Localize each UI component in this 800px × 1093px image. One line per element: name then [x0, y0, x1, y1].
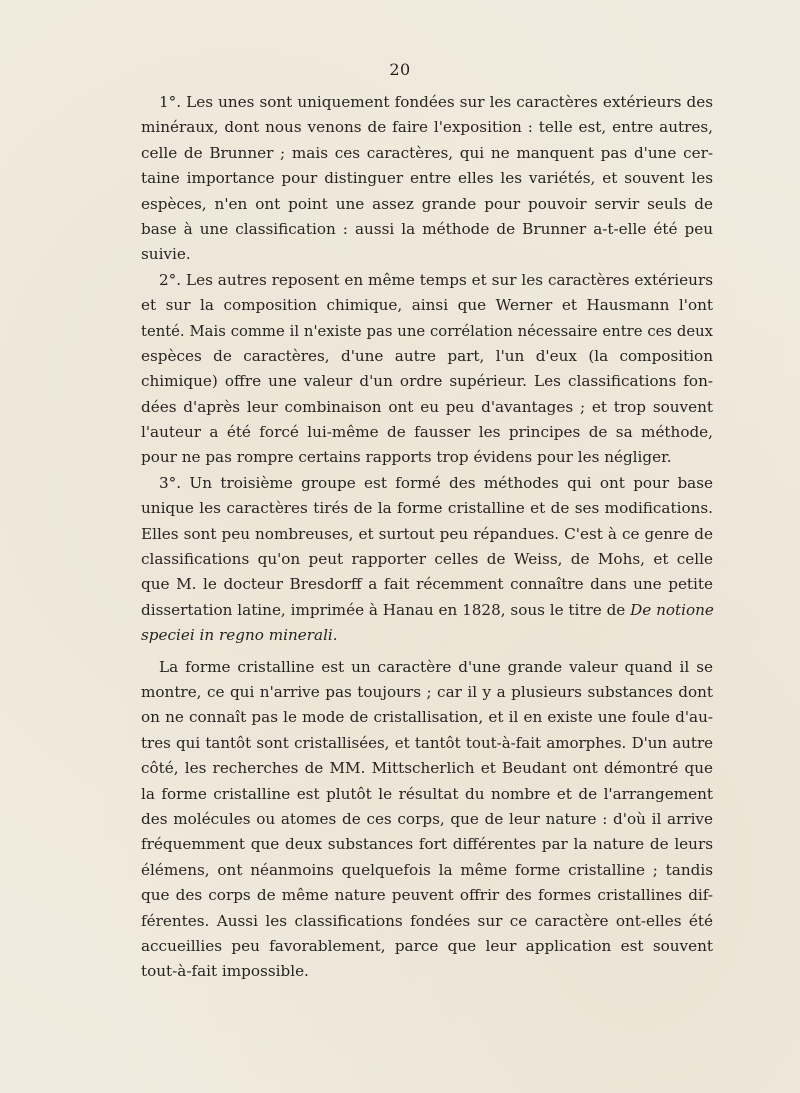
text-line: que des corps de même nature peuvent offrir des formes cristallines dif- [141, 886, 713, 905]
text-line: tres qui tantôt sont cristallisées, et tantôt tout-à-fait amorphes. D'un autre [141, 733, 713, 752]
text-line: 1°. Les unes sont uniquement fondées sur les caractères extérieurs des [159, 93, 713, 111]
text-line: férentes. Aussi les classifications fondées sur ce caractère ont-elles été [141, 911, 713, 930]
text-line: espèces de caractères, d'une autre part, l'un d'eux (la composition [141, 346, 713, 365]
text-line: 3°. Un troisième groupe est formé des méthodes qui ont pour base [159, 473, 713, 492]
text-line: chimique) offre une valeur d'un ordre supérieur. Les classifications fon- [141, 372, 713, 391]
text-line: unique les caractères tirés de la forme cristalline et de ses modifications. [141, 499, 713, 518]
text-line [141, 598, 713, 623]
text-line: la forme cristalline est plutôt le résultat du nombre et de l'arrangement [141, 784, 713, 803]
paragraph-4 [141, 655, 713, 985]
text-line: tenté. Mais comme il n'existe pas une corrélation nécessaire entre ces deux [141, 322, 713, 340]
text-line: La forme cristalline est un caractère d'une grande valeur quand il se [159, 657, 713, 676]
text-line: taine importance pour distinguer entre elles les variétés, et souvent les [141, 169, 713, 188]
text-line: celle de Brunner ; mais ces caractères, qui ne manquent pas d'une cer- [141, 143, 713, 162]
text-line: dées d'après leur combinaison ont eu peu d'avantages ; et trop souvent [141, 397, 713, 416]
text-line: tout-à-fait impossible. [141, 962, 309, 981]
text-line: élémens, ont néanmoins quelquefois la même forme cristalline ; tandis [141, 860, 713, 879]
text-line: 2°. Les autres reposent en même temps et sur les caractères extérieurs [159, 270, 713, 289]
text-line: on ne connaît pas le mode de cristallisation, et il en existe une foule d'au- [141, 708, 713, 727]
text-line: base à une classification : aussi la méthode de Brunner a-t-elle été peu [141, 219, 713, 238]
text-line: que M. le docteur Bresdorff a fait récemment connaître dans une petite [141, 575, 713, 594]
body-text [141, 90, 713, 985]
text-line: fréquemment que deux substances fort différentes par la nature de leurs [141, 835, 713, 854]
text-line: minéraux, dont nous venons de faire l'exposition : telle est, entre autres, [141, 118, 713, 137]
text-line: montre, ce qui n'arrive pas toujours ; car il y a plusieurs substances dont [141, 682, 713, 701]
italic-title-line: speciei in regno minerali. [141, 626, 338, 645]
text-line: espèces, n'en ont point une assez grande pour pouvoir servir seuls de [141, 194, 713, 213]
text-line: Elles sont peu nombreuses, et surtout peu répandues. C'est à ce genre de [141, 524, 713, 543]
text-line: des molécules ou atomes de ces corps, que de leur nature : d'où il arrive [141, 809, 713, 828]
text-line: l'auteur a été forcé lui-même de fausser les principes de sa méthode, [141, 423, 713, 442]
text-segment: dissertation latine, imprimée à Hanau en 1828, sous le titre de [141, 600, 626, 619]
text-line: pour ne pas rompre certains rapports trop évidens pour les négliger. [141, 448, 672, 467]
text-line: suivie. [141, 245, 191, 264]
text-line: classifications qu'on peut rapporter celles de Weiss, de Mohs, et celle [141, 550, 713, 569]
paragraph-1 [141, 90, 713, 268]
text-line: côté, les recherches de MM. Mittscherlich et Beudant ont démontré que [141, 759, 713, 778]
paragraph-3 [141, 471, 713, 649]
page-number: 20 [389, 60, 411, 79]
paragraph-2 [141, 268, 713, 471]
text-line: accueillies peu favorablement, parce que leur application est souvent [141, 936, 713, 955]
italic-title: De notione [630, 600, 714, 619]
text-line: et sur la composition chimique, ainsi que Werner et Hausmann l'ont [141, 296, 713, 315]
